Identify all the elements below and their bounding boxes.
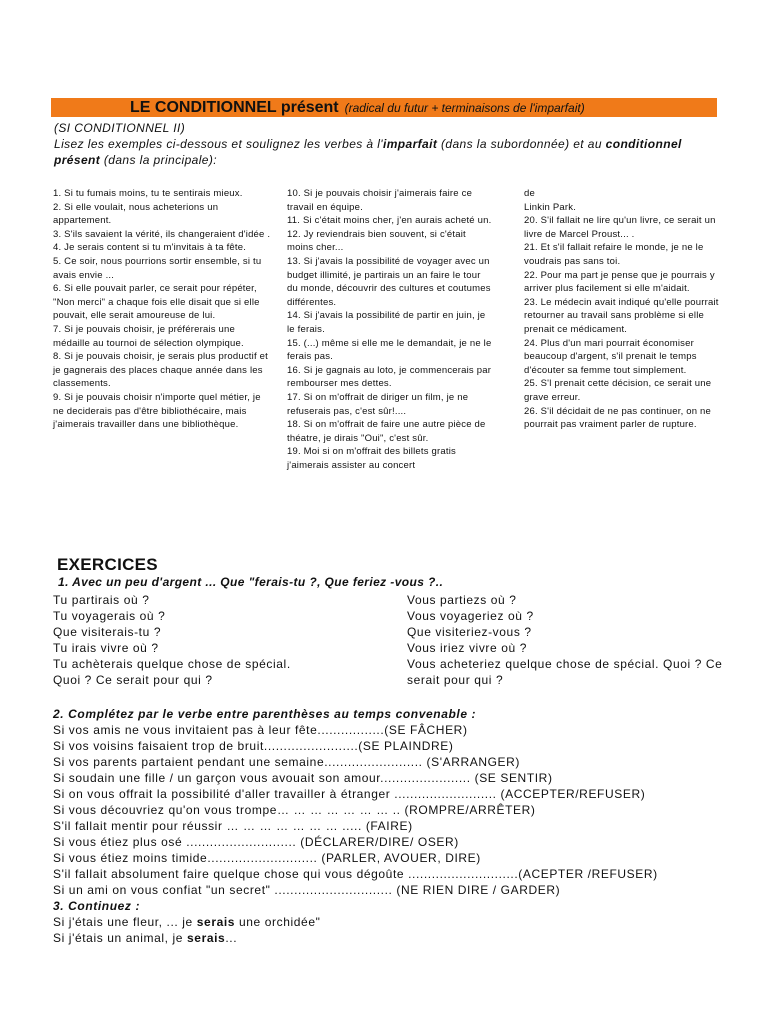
exercise-line: Tu irais vivre où ? <box>53 641 159 655</box>
exercise-line: Vous partiezs où ? <box>407 593 517 607</box>
example-item: 6. Si elle pouvait parler, ce serait pour répéter, "Non merci" a chaque fois elle disait que si elle pouvait, elle serait amoureuse de lui. <box>53 283 260 322</box>
exercise-line: Vous iriez vivre où ? <box>407 641 527 655</box>
example-item: 26. S'il décidait de ne pas continuer, on ne pourrait pas vraiment parler de rupture. <box>524 405 712 431</box>
example-item: de <box>524 188 535 199</box>
exercise-line: Tu partirais où ? <box>53 593 150 607</box>
exercise-line: Vous acheteriez quelque chose de spécial. Quoi ? Ce serait pour qui ? <box>407 657 723 687</box>
exercise-line: Tu achèterais quelque chose de spécial. <box>53 657 291 671</box>
exercise-line: Si on vous offrait la possibilité d'aller travailler à étranger .......................... (ACCEPTER/REFUSER) <box>53 787 646 801</box>
example-item: 14. Si j'avais la possibilité de partir en juin, je le ferais. <box>287 310 486 335</box>
example-item: 4. Je serais content si tu m'invitais à ta fête. <box>53 242 247 254</box>
exercise-line: Quoi ? Ce serait pour qui ? <box>53 673 213 687</box>
exercise-line: Vous voyageriez où ? <box>407 609 534 623</box>
exercise-2-and-3 <box>53 706 658 946</box>
exercise-1-vous-column <box>407 592 737 688</box>
example-item: 19. Moi si on m'offrait des billets gratis j'aimerais assister au concert <box>287 446 456 471</box>
intro-line1: (SI CONDITIONNEL II) <box>54 121 186 135</box>
exercise-3-line-1: Si j'étais une fleur, ... je serais une orchidée" <box>53 915 321 929</box>
examples-column-2 <box>287 187 492 472</box>
exercise-line: Si soudain une fille / un garçon vous avouait son amour....................... (SE SENTIR) <box>53 771 553 785</box>
exercise-1-tu-column <box>53 592 291 688</box>
example-item: 17. Si on m'offrait de diriger un film, je ne refuserais pas, c'est sûr!.... <box>287 391 469 417</box>
examples-column-1 <box>53 187 273 432</box>
example-item: 5. Ce soir, nous pourrions sortir ensemble, si tu avais envie ... <box>53 255 262 281</box>
exercise-line: Que visiterais-tu ? <box>53 625 162 639</box>
example-item: 11. Si c'était moins cher, j'en aurais acheté un. <box>287 215 492 227</box>
exercise-line: Si vous découvriez qu'on vous trompe… … … … … … … .. (ROMPRE/ARRÊTER) <box>53 803 536 817</box>
intro-text <box>54 120 704 168</box>
exercise-line: Si vos parents partaient pendant une semaine......................... (S'ARRANGER) <box>53 755 521 769</box>
example-item: 10. Si je pouvais choisir j'aimerais faire ce travail en équipe. <box>287 188 473 213</box>
example-item: Linkin Park. <box>524 201 577 213</box>
exercise-line: Si vous étiez plus osé ............................ (DÉCLARER/DIRE/ OSER) <box>53 835 459 849</box>
example-item: 1. Si tu fumais moins, tu te sentirais mieux. <box>53 188 243 199</box>
example-item: 8. Si je pouvais choisir, je serais plus productif et je gagnerais des places chaque année dans les classements. <box>53 351 268 390</box>
title-subtitle: (radical du futur + terminaisons de l'imparfait) <box>344 101 585 115</box>
example-item: 12. Jy reviendrais bien souvent, si c'était moins cher... <box>287 228 466 254</box>
example-item: 25. S'l prenait cette décision, ce serait une grave erreur. <box>524 378 712 403</box>
example-item: 7. Si je pouvais choisir, je préférerais une médaille au tournoi de sélection olympique. <box>53 323 244 349</box>
exercise-3-heading: 3. Continuez : <box>53 899 141 913</box>
exercise-line: Que visiteriez-vous ? <box>407 625 532 639</box>
example-item: 3. S'ils savaient la vérité, ils changeraient d'idée . <box>53 228 271 240</box>
exercise-line: Tu voyagerais où ? <box>53 609 166 623</box>
example-item: 23. Le médecin avait indiqué qu'elle pourrait retourner au travail sans problème si elle prenait ce médicament. <box>524 296 719 335</box>
example-item: 13. Si j'avais la possibilité de voyager avec un budget illimité, je partirais un an faire le tour du monde, découvrir des cultures et coutumes différentes. <box>287 255 491 308</box>
example-item: 15. (...) même si elle me le demandait, je ne le ferais pas. <box>287 337 492 363</box>
example-item: 9. Si je pouvais choisir n'importe quel métier, je ne deciderais pas d'être bibliothécaire, mais j'aimerais travailler dans une bibliothèque. <box>53 391 261 431</box>
page-title <box>130 98 585 118</box>
exercise-line: S'il fallait absolument faire quelque chose qui vous dégoûte ............................(ACEPTER /REFUSER) <box>53 867 658 881</box>
example-item: 2. Si elle voulait, nous acheterions un appartement. <box>53 201 219 227</box>
example-item: 22. Pour ma part je pense que je pourrais y arriver plus facilement si elle m'aidait. <box>524 269 715 295</box>
exercise-3-line-2: Si j'étais un animal, je serais... <box>53 931 238 945</box>
exercise-line: Si vos voisins faisaient trop de bruit........................(SE PLAINDRE) <box>53 739 454 753</box>
example-item: 20. S'il fallait ne lire qu'un livre, ce serait un livre de Marcel Proust... . <box>524 215 716 240</box>
title-text: LE CONDITIONNEL présent <box>130 99 339 116</box>
example-item: 21. Et s'il fallait refaire le monde, je ne le voudrais pas sans toi. <box>524 242 704 267</box>
exercise-line: Si un ami on vous confiat "un secret" .............................. (NE RIEN DIRE / GARDER) <box>53 883 561 897</box>
exercise-line: Si vos amis ne vous invitaient pas à leur fête.................(SE FÂCHER) <box>53 723 468 737</box>
exercises-heading: EXERCICES <box>57 555 158 574</box>
intro-instruction: Lisez les exemples ci-dessous et soulignez les verbes à l'imparfait (dans la subordonnée) et au conditionnel présent (dans la principale): <box>54 137 682 167</box>
exercise-1-question: 1. Avec un peu d'argent ... Que "ferais-tu ?, Que feriez -vous ?.. <box>58 575 444 589</box>
example-item: 24. Plus d'un mari pourrait économiser beaucoup d'argent, s'il prenait le temps d'écouter sa femme tout simplement. <box>524 337 697 376</box>
example-item: 16. Si je gagnais au loto, je commencerais par rembourser mes dettes. <box>287 364 492 390</box>
examples-column-3 <box>524 187 719 432</box>
exercise-line: Si vous étiez moins timide............................ (PARLER, AVOUER, DIRE) <box>53 851 481 865</box>
exercise-2-question: 2. Complétez par le verbe entre parenthèses au temps convenable : <box>53 707 477 721</box>
example-item: 18. Si on m'offrait de faire une autre pièce de théatre, je dirais "Oui", c'est sûr. <box>287 419 486 444</box>
exercise-line: S'il fallait mentir pour réussir … … … … … … … ..... (FAIRE) <box>53 819 413 833</box>
